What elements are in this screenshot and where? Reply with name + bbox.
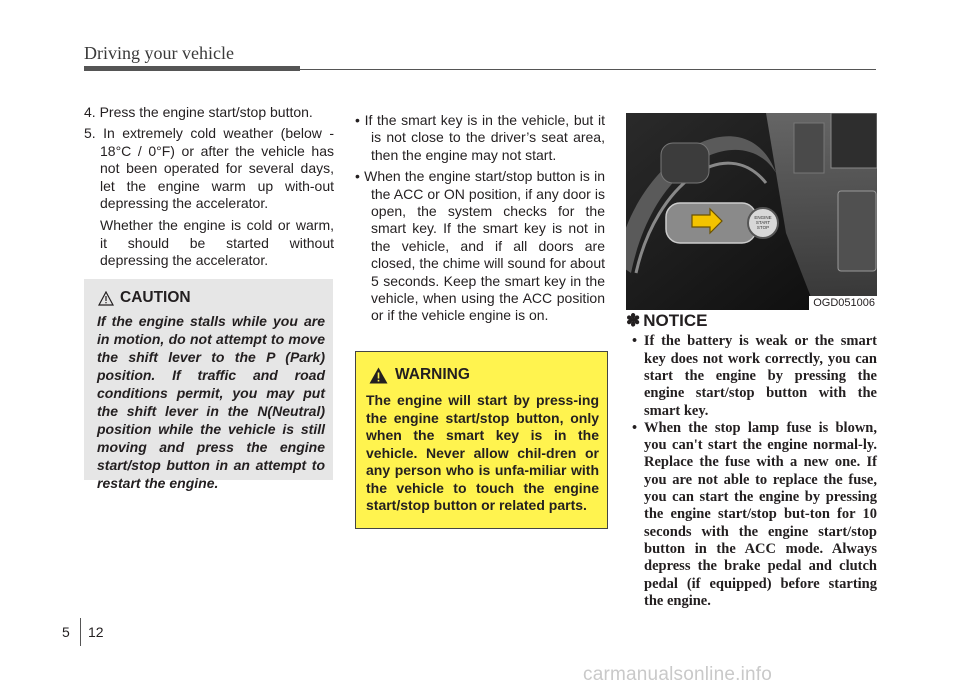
notice-item-1: • If the battery is weak or the smart key does not work correctly, you can start the engine by pressing the engine start/stop button with the smart key. (632, 333, 877, 419)
column-left (84, 104, 334, 270)
warning-body: The engine will start by press-ing the engine start/stop button, only when the smart key is in the vehicle. Never allow chil-dren or any person who is unfa-miliar with the vehicle to touch the engine start/stop button or related parts. (366, 392, 599, 513)
notice-heading (626, 312, 877, 329)
step-5: 5. In extremely cold weather (below - 18°C / 0°F) or after the vehicle has not been operated for several days, let the engine warm up with-out depressing the accelerator. (84, 125, 334, 212)
warning-triangle-icon (369, 367, 388, 384)
caution-heading (98, 289, 191, 307)
caution-body: If the engine stalls while you are in motion, do not attempt to move the shift lever to the P (Park) position. If traffic and road conditions permit, you may put the shift lever in the N(Neutral) position while the vehicle is still moving and press the engine start/stop button in an attempt to restart the engine. (97, 313, 325, 491)
header-rule-dark (84, 66, 300, 71)
step-5-sub: Whether the engine is cold or warm, it should be started without depressing the accelerator. (100, 217, 334, 269)
start-button-photo (626, 113, 877, 310)
caution-title: CAUTION (120, 289, 191, 306)
button-label-line1: ENGINE (754, 215, 772, 220)
caution-box (84, 279, 333, 491)
footer-separator (80, 618, 81, 646)
header-rule-thin (300, 69, 876, 71)
column-middle (355, 112, 605, 325)
button-label-line3: STOP (756, 225, 770, 230)
section-number: 5 (62, 624, 70, 640)
dashboard-illustration (626, 113, 877, 310)
figure-caption: OGD051006 (809, 296, 877, 310)
page-header-title: Driving your vehicle (84, 43, 234, 63)
notice-section (626, 312, 877, 610)
step-4: 4. Press the engine start/stop button. (84, 104, 313, 120)
page-number: 12 (88, 624, 104, 640)
warning-heading (369, 366, 470, 384)
notice-title: NOTICE (643, 311, 708, 330)
warning-title: WARNING (395, 366, 470, 383)
watermark: carmanualsonline.info (583, 664, 773, 685)
button-label-line2: START (755, 220, 771, 225)
smart-key-bullet-2: • When the engine start/stop button is in the ACC or ON position, if any door is open, the system checks for the smart key. If the smart key is not in the vehicle, and if all doors are closed, the chime will sound for about 5 seconds. Keep the smart key in the vehicle, when using the ACC position or if the vehicle engine is on. (355, 168, 605, 324)
notice-star-icon: ✽ (626, 311, 641, 330)
warning-box (355, 351, 608, 529)
notice-item-2: • When the stop lamp fuse is blown, you can't start the engine normal-ly. Replace the fuse with a new one. If you are not able to replace the fuse, you can start the engine by pressing the engine start/stop but-ton for 10 seconds with the engine start/stop button in the ACC mode. Always depress the brake pedal and clutch pedal (if equipped) before starting the engine. (632, 419, 877, 609)
smart-key-bullet-1: • If the smart key is in the vehicle, but it is not close to the driver’s seat area, then the engine may not start. (355, 112, 605, 163)
caution-triangle-icon (98, 291, 114, 306)
